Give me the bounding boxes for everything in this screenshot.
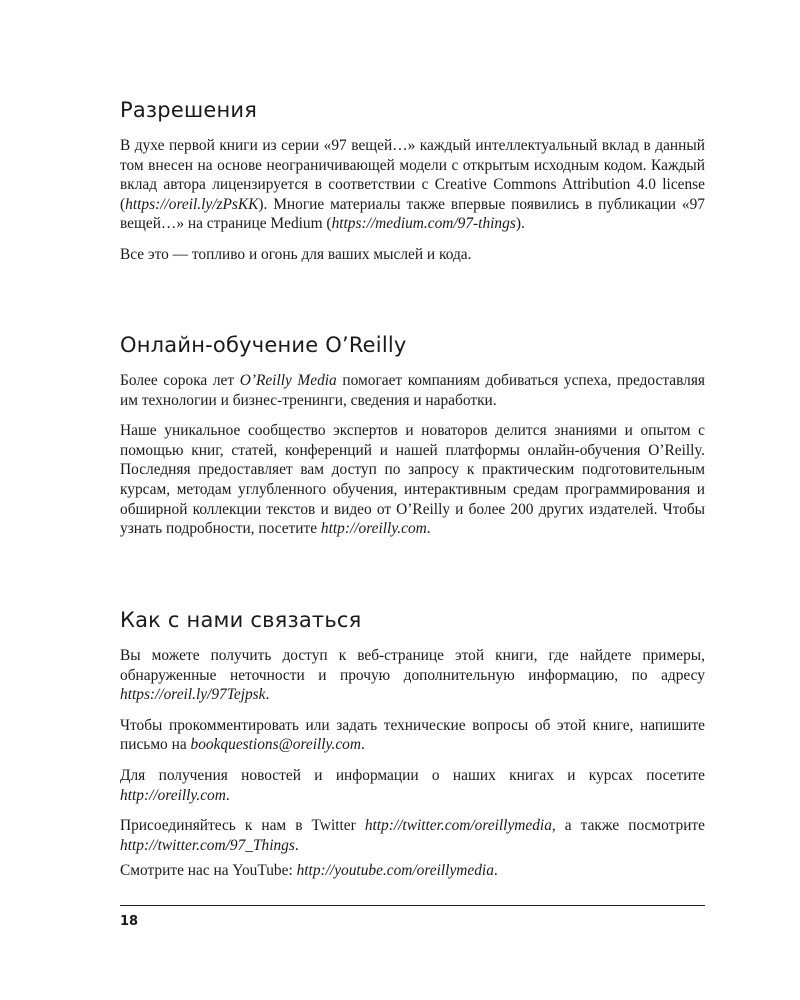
- text-run: .: [426, 520, 431, 538]
- text-run: .: [493, 862, 498, 880]
- text-run: .: [361, 736, 365, 754]
- text-run: Смотрите нас на YouTube:: [120, 862, 297, 880]
- text-run: .: [294, 836, 299, 854]
- online-learning-paragraph-2: [120, 421, 705, 539]
- brand-name: O’Reilly Media: [239, 372, 337, 389]
- online-learning-heading: Онлайн-обучение O’Reilly: [120, 333, 407, 357]
- twitter-97-things-link[interactable]: http://twitter.com/97_Things: [120, 836, 295, 854]
- medium-link[interactable]: https://medium.com/97-things: [331, 215, 516, 233]
- contact-paragraph-3: [120, 766, 705, 805]
- text-run: Вы можете получить доступ к веб-странице этой книги, где найдете примеры, обнаруженные неточности и прочую дополнительную информацию, по адресу: [120, 647, 705, 684]
- text-run: Для получения новостей и информации о наших книгах и курсах посетите: [120, 766, 705, 784]
- text-run: Чтобы прокомментировать или задать технические вопросы об этой книге, напишите письмо на: [120, 716, 705, 754]
- text-run: , а также посмотрите: [551, 817, 705, 835]
- permissions-paragraph-2: Все это — топливо и огонь для ваших мыслей и кода.: [120, 245, 472, 263]
- contact-heading: Как с нами связаться: [120, 608, 362, 632]
- online-learning-section: [120, 332, 705, 539]
- online-learning-paragraph-1: [120, 371, 705, 410]
- text-run: Наше уникальное сообщество экспертов и новаторов делится знаниями и опытом с помощью книг, статей, конференций и нашей платформы онлайн-обучения O’Reilly. Последняя предоставляет вам доступ по запросу к практическим подготовительным курсам, методам углубленного обучения, интерактивным средам программирования и обширной коллекции текстов и видео от O’Reilly и более 200 других издателей. Чтобы узнать подробности, посетите: [120, 422, 705, 538]
- youtube-link[interactable]: http://youtube.com/oreillymedia: [296, 862, 494, 880]
- text-run: .: [265, 686, 270, 704]
- text-run: В духе первой книги из серии «97 вещей…» каждый интеллектуальный вклад в данный том внесен на основе неограничивающей модели с открытым исходным кодом. Каждый вклад автора лицензируется в соответствии с Creative Commons Attribution 4.0 license (: [120, 137, 705, 213]
- oreilly-link[interactable]: http://oreilly.com: [320, 520, 427, 538]
- contact-paragraph-2: [120, 716, 705, 755]
- permissions-heading: Разрешения: [120, 98, 258, 122]
- permissions-paragraph-1: [120, 136, 705, 234]
- text-run: ).: [515, 215, 525, 233]
- contact-paragraph-1: [120, 646, 705, 705]
- text-run: ). Многие материалы также впервые появились в публикации «97 вещей…» на странице Medium (: [120, 195, 705, 233]
- twitter-link[interactable]: http://twitter.com/oreillymedia: [364, 817, 552, 835]
- page-number: 18: [120, 914, 139, 929]
- text-run: Более сорока лет: [120, 372, 240, 389]
- text-run: .: [225, 786, 230, 804]
- contact-paragraph-5: [120, 861, 705, 881]
- email-link[interactable]: bookquestions@oreilly.com: [190, 736, 361, 754]
- contact-paragraph-4: [120, 816, 705, 855]
- permissions-section: [120, 97, 705, 265]
- book-page-link[interactable]: https://oreil.ly/97Tejpsk: [120, 686, 266, 704]
- text-run: Присоединяйтесь к нам в Twitter: [120, 817, 365, 835]
- footer-divider: [120, 905, 705, 906]
- book-page: [120, 0, 705, 1000]
- oreilly-link[interactable]: http://oreilly.com: [120, 786, 226, 804]
- contact-section: [120, 607, 705, 881]
- license-link[interactable]: https://oreil.ly/zPsKK: [125, 195, 259, 213]
- text-run: помогает компаниям добиваться успеха, предоставляя им технологии и бизнес-тренинги, сведения и наработки.: [120, 372, 705, 409]
